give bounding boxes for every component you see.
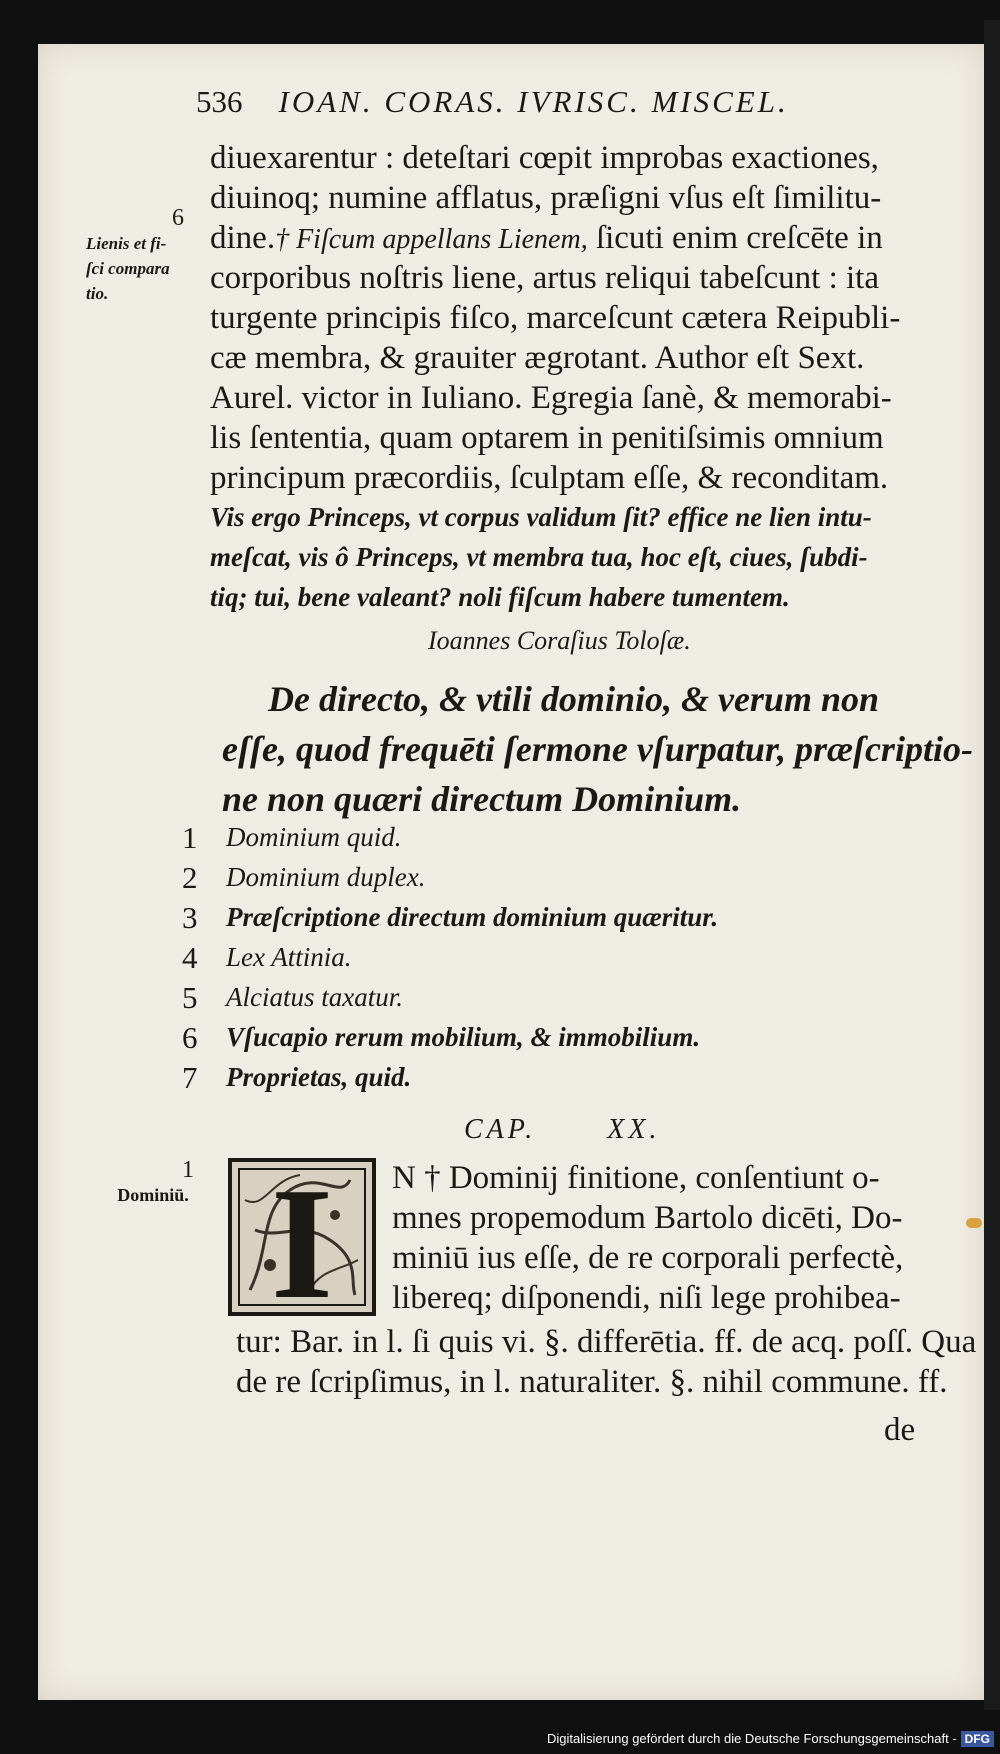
chapter-title-line-1: De directo, & vtili dominio, & verum non <box>268 679 879 719</box>
summary-item-number: 1 <box>182 820 198 855</box>
running-title: IOAN. CORAS. IVRISC. MISCEL. <box>278 84 789 119</box>
chapter-title-line-3: ne non quæri directum Dominium. <box>222 779 742 819</box>
margin-note-line: ſci compara <box>86 259 170 278</box>
initial-letter: I <box>270 1168 334 1306</box>
margin-note-line: Lienis et fi- <box>86 234 167 253</box>
dfg-logo: DFG <box>961 1731 994 1747</box>
quote-line-2: meſcat, vis ô Princeps, vt membra tua, hoc eſt, ciues, ſubdi- <box>210 542 868 572</box>
chapter-line-3: miniū ius eſſe, de re corporali perfectè, <box>392 1240 904 1276</box>
margin-note-number: 1 <box>182 1157 194 1183</box>
summary-item-number: 4 <box>182 940 198 975</box>
margin-note-number: 6 <box>172 205 184 231</box>
margin-note-dominium <box>112 1158 194 1208</box>
catchword: de <box>884 1412 916 1448</box>
summary-item-number: 6 <box>182 1020 198 1055</box>
running-header <box>196 84 789 120</box>
body-line-1: diuexarentur : deteſtari cœpit improbas exactiones, <box>210 140 879 176</box>
quote-line-3: tiq; tui, bene valeant? noli fiſcum habere tumentem. <box>210 582 790 612</box>
chapter-line-2: mnes propemodum Bartolo dicēti, Do- <box>392 1200 903 1236</box>
summary-item-text: Proprietas, quid. <box>226 1062 412 1092</box>
quote-line-1: Vis ergo Princeps, vt corpus validum ſit? effice ne lien intu- <box>210 502 872 532</box>
chapter-line-4: libereq; diſponendi, niſi lege prohibea- <box>392 1280 901 1316</box>
page-mark <box>966 1218 982 1228</box>
summary-item-text: Vſucapio rerum mobilium, & immobilium. <box>226 1022 701 1052</box>
body-line-3-start: dine. <box>210 220 276 256</box>
page-number: 536 <box>196 84 243 119</box>
body-line-6: cæ membra, & grauiter ægrotant. Author eſt Sext. <box>210 340 865 376</box>
chapter-title-line-2: eſſe, quod frequēti ſermone vſurpatur, præſcriptio- <box>222 729 973 769</box>
summary-item-text: Dominium duplex. <box>226 862 426 892</box>
chapter-line-6: de re ſcripſimus, in l. naturaliter. §. nihil commune. ff. <box>236 1364 948 1400</box>
chapter-cap: CAP. <box>464 1114 537 1145</box>
body-line-9: principum præcordiis, ſculptam eſſe, & reconditam. <box>210 460 889 496</box>
margin-note-lienis <box>86 206 184 306</box>
summary-item-number: 7 <box>182 1060 198 1095</box>
body-line-7: Aurel. victor in Iuliano. Egregia ſanè, & memorabi- <box>210 380 892 416</box>
signature: Ioannes Coraſius Toloſæ. <box>428 626 691 655</box>
body-line-3-rest: ſicuti enim creſcēte in <box>587 220 883 256</box>
body-line-3 <box>210 218 883 260</box>
body-line-4: corporibus noſtris liene, artus reliqui tabeſcunt : ita <box>210 260 879 296</box>
summary-item-number: 2 <box>182 860 198 895</box>
decorated-initial <box>228 1158 376 1316</box>
body-line-8: lis ſententia, quam optarem in penitiſsimis omnium <box>210 420 884 456</box>
digitization-footer <box>0 1724 1000 1754</box>
summary-item-text: Lex Attinia. <box>226 942 352 972</box>
summary-item-number: 5 <box>182 980 198 1015</box>
chapter-heading <box>464 1114 661 1146</box>
body-line-3-italic: † Fiſcum appellans Lienem, <box>275 224 588 255</box>
chapter-numeral: XX. <box>607 1114 661 1145</box>
body-line-5: turgente principis fiſco, marceſcunt cætera Reipubli- <box>210 300 901 336</box>
summary-item-text: Præſcriptione directum dominium quæritur. <box>226 902 719 932</box>
margin-note-line: tio. <box>86 284 109 303</box>
margin-note-label: Dominiū. <box>117 1185 189 1205</box>
page-edge <box>984 20 1000 1710</box>
chapter-line-5: tur: Bar. in l. ſi quis vi. §. differētia. ff. de acq. poſſ. Qua <box>236 1324 977 1360</box>
summary-item-number: 3 <box>182 900 198 935</box>
body-line-2: diuinoq; numine afflatus, præſigni vſus eſt ſimilitu- <box>210 180 882 216</box>
chapter-line-1: N † Dominij finitione, conſentiunt o- <box>392 1160 880 1196</box>
summary-item-text: Alciatus taxatur. <box>226 982 403 1012</box>
summary-item-text: Dominium quid. <box>226 822 402 852</box>
initial-frame <box>238 1168 366 1306</box>
footer-text: Digitalisierung gefördert durch die Deutsche Forschungsgemeinschaft - <box>546 1731 957 1746</box>
